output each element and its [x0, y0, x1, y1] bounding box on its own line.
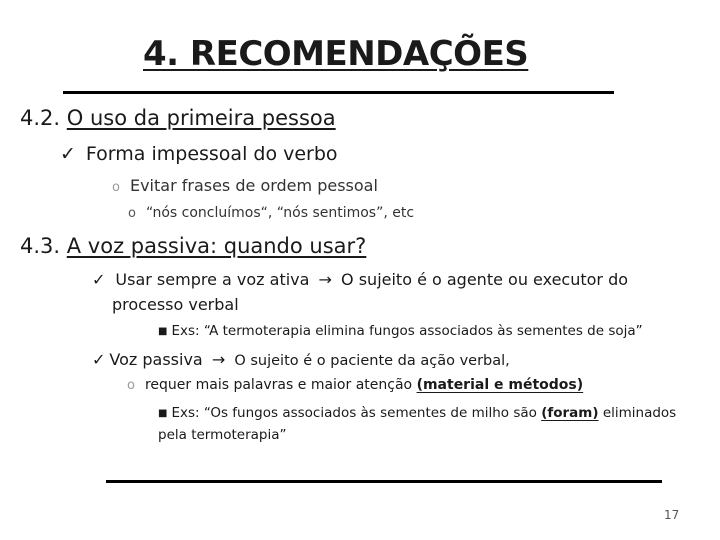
sub-item-evitar — [112, 176, 378, 195]
circle-bullet-icon: o — [128, 206, 136, 221]
bullet-item-impessoal — [60, 143, 338, 165]
example-emphasis: (foram) — [541, 405, 599, 421]
sub-sub-item-exemplo — [128, 205, 414, 221]
page-number: 17 — [664, 508, 680, 522]
section-heading-text: A voz passiva: quando usar? — [66, 234, 367, 258]
bottom-rule — [106, 480, 662, 483]
example-2-cont: pela termoterapia” — [158, 427, 287, 443]
example-2 — [158, 405, 676, 421]
bullet-text-a: Usar sempre a voz ativa — [115, 270, 310, 289]
check-icon: ✓ — [92, 350, 106, 369]
check-icon: ✓ — [60, 143, 76, 165]
sub-item-text: requer mais palavras e maior atenção — [144, 377, 413, 393]
section-heading-4-3 — [20, 234, 366, 258]
slide-title: 4. RECOMENDAÇÕES — [143, 34, 529, 74]
section-heading-4-2 — [20, 106, 336, 130]
example-text-c: eliminados — [602, 405, 677, 421]
check-icon: ✓ — [92, 270, 106, 289]
section-heading-text: O uso da primeira pessoa — [66, 106, 336, 130]
square-bullet-icon: ■ — [158, 326, 168, 337]
arrow-icon: → — [318, 270, 332, 289]
sub-sub-item-text: “nós concluímos“, “nós sentimos”, etc — [145, 205, 415, 221]
sub-item-requer — [127, 377, 583, 393]
bullet-item-voz-ativa-cont: processo verbal — [112, 295, 239, 314]
bullet-text: Forma impessoal do verbo — [85, 143, 338, 165]
sub-item-text: Evitar frases de ordem pessoal — [129, 176, 378, 195]
bullet-item-voz-ativa — [92, 270, 628, 289]
square-bullet-icon: ■ — [158, 408, 168, 419]
arrow-icon: → — [211, 350, 226, 369]
bullet-text-b: O sujeito é o agente ou executor do — [341, 270, 629, 289]
bullet-item-voz-passiva — [92, 350, 510, 369]
bullet-text-b: O sujeito é o paciente da ação verbal, — [234, 353, 510, 369]
bullet-text-a: Voz passiva — [109, 350, 203, 369]
section-number: 4.3. — [20, 234, 61, 258]
example-1 — [158, 323, 643, 339]
title-underline-rule — [63, 91, 614, 94]
sub-item-emphasis: (material e métodos) — [416, 377, 584, 393]
circle-bullet-icon: o — [127, 378, 135, 393]
example-text-a: Exs: “Os fungos associados às sementes de milho são — [171, 405, 537, 421]
section-number: 4.2. — [20, 106, 61, 130]
circle-bullet-icon: o — [112, 180, 120, 195]
example-text: Exs: “A termoterapia elimina fungos associados às sementes de soja” — [171, 323, 643, 339]
